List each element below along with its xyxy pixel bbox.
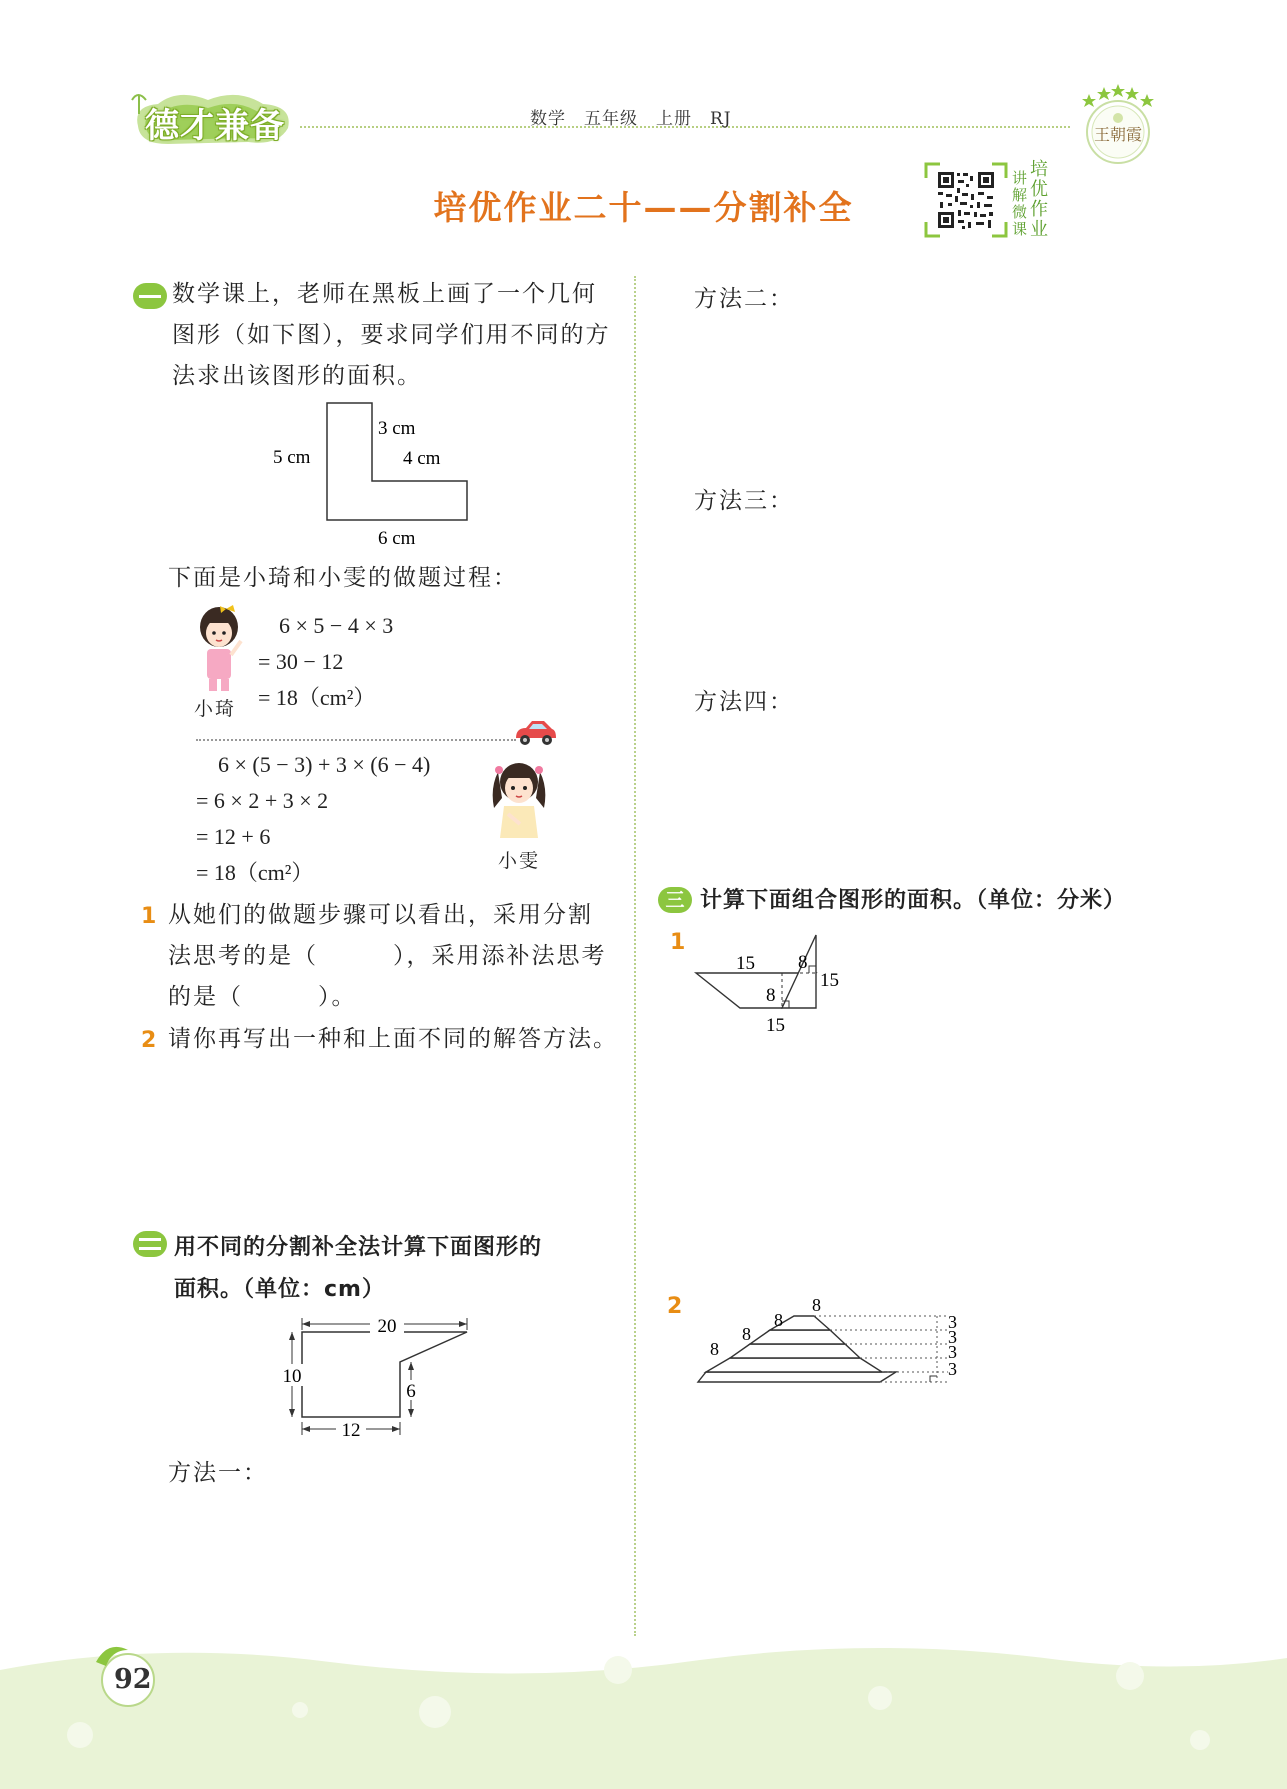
svg-text:8: 8 — [812, 1295, 821, 1315]
question-1-number: 1 — [141, 904, 157, 929]
page-number: 92 — [114, 1664, 152, 1695]
l-shape-figure — [260, 395, 500, 555]
xiaoqi-name: 小琦 — [194, 698, 237, 720]
svg-text:20: 20 — [377, 1316, 397, 1337]
section-one-intro: 数学课上，老师在黑板上画了一个几何 图形（如下图），要求同学们用不同的方 法求出该图形的面积。 — [172, 281, 611, 389]
question-2-number: 2 — [141, 1028, 157, 1053]
svg-text:15: 15 — [736, 953, 755, 974]
section-three-figure-2 — [690, 1292, 970, 1392]
qr-code[interactable] — [922, 160, 1010, 240]
process-intro: 下面是小琦和小雯的做题过程： — [168, 565, 518, 591]
section-two-figure — [270, 1310, 480, 1442]
svg-text:3: 3 — [948, 1359, 957, 1379]
method-one-label: 方法一： — [168, 1460, 268, 1486]
footer-wave — [0, 1640, 1287, 1789]
svg-text:12: 12 — [341, 1420, 361, 1441]
svg-text:3: 3 — [948, 1342, 957, 1362]
section-three-q1-number: 1 — [670, 930, 686, 955]
svg-text:6 cm: 6 cm — [378, 528, 416, 549]
question-2-text: 请你再写出一种和上面不同的解答方法。 — [168, 1026, 618, 1052]
svg-text:8: 8 — [774, 1310, 783, 1330]
svg-text:3 cm: 3 cm — [378, 418, 416, 439]
xiaowen-name: 小雯 — [498, 850, 541, 872]
xiaowen-solution: 6 × (5 − 3) + 3 × (6 − 4) = 6 × 2 + 3 × 2 = 12 + 6 = 18（cm²） — [196, 752, 431, 885]
column-divider — [634, 276, 636, 1636]
section-three-q2-number: 2 — [667, 1294, 683, 1319]
section-three-heading: 计算下面组合图形的面积。（单位：分米） — [700, 888, 1127, 913]
svg-text:8: 8 — [710, 1339, 719, 1359]
section-two-badge — [133, 1231, 167, 1257]
method-four-label: 方法四： — [694, 689, 794, 715]
car-icon — [512, 718, 558, 748]
svg-text:6: 6 — [406, 1381, 416, 1402]
method-three-label: 方法三： — [694, 488, 794, 514]
header-subject: 数学 五年级 上册 RJ — [530, 109, 732, 129]
xiaoqi-solution: 6 × 5 − 4 × 3 = 30 − 12 = 18（cm²） — [258, 613, 394, 710]
svg-text:4 cm: 4 cm — [403, 448, 441, 469]
xiaowen-illustration — [486, 758, 552, 852]
svg-text:8: 8 — [742, 1324, 751, 1344]
svg-text:10: 10 — [282, 1366, 302, 1387]
svg-text:15: 15 — [820, 970, 839, 991]
method-two-label: 方法二： — [694, 286, 794, 312]
svg-text:5 cm: 5 cm — [273, 447, 311, 468]
xiaoqi-illustration — [192, 603, 252, 695]
logo-text: 德才兼备 — [145, 106, 285, 146]
svg-text:8: 8 — [766, 985, 776, 1006]
stamp-text: 王朝霞 — [1093, 125, 1143, 144]
section-two-heading: 用不同的分割补全法计算下面图形的 面积。（单位：cm） — [174, 1235, 543, 1302]
question-1-text: 从她们的做题步骤可以看出，采用分割 法思考的是（ ），采用添补法思考 的是（ ）。 — [168, 902, 607, 1010]
section-three-figure-1 — [690, 925, 860, 1040]
qr-label-small: 讲解微课 — [1012, 169, 1028, 238]
section-one-badge — [133, 283, 167, 309]
author-stamp — [1073, 78, 1163, 168]
svg-text:3: 3 — [948, 1312, 957, 1332]
page-title: 培优作业二十——分割补全 — [433, 188, 854, 227]
svg-text:8: 8 — [798, 952, 808, 973]
svg-text:3: 3 — [948, 1327, 957, 1347]
section-three-badge: 三 — [658, 887, 692, 913]
svg-text:15: 15 — [766, 1015, 785, 1036]
qr-label-large: 培优作业 — [1030, 159, 1048, 240]
solution-divider — [196, 739, 516, 741]
